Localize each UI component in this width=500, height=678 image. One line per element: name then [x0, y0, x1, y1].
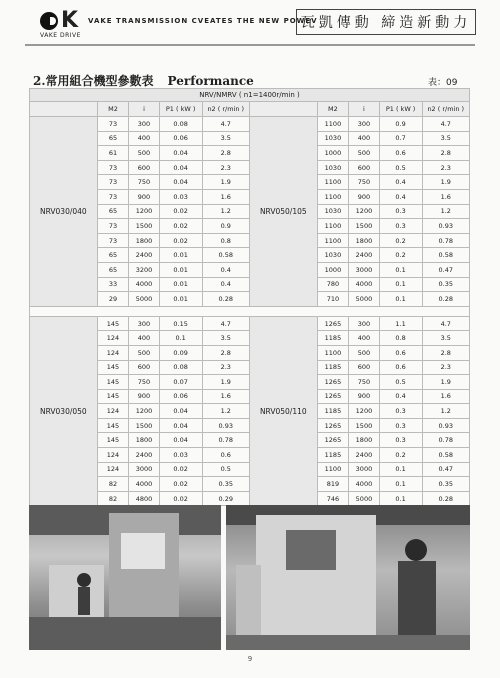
table-cell: 1100 [317, 219, 349, 234]
table-cell: 0.7 [379, 131, 422, 146]
table-cell: 0.9 [379, 117, 422, 132]
table-cell: 0.28 [422, 491, 469, 506]
table-cell: 1.9 [422, 175, 469, 190]
table-cell: 0.09 [159, 345, 202, 360]
table-cell: 2400 [349, 448, 379, 463]
table-cell: 0.08 [159, 360, 202, 375]
table-cell: 1265 [317, 418, 349, 433]
table-cell: 1200 [129, 204, 159, 219]
table-cell: 124 [97, 448, 129, 463]
table-cell: 5000 [129, 292, 159, 307]
table-cell: 1.6 [422, 389, 469, 404]
table-cell: 0.3 [379, 404, 422, 419]
table-cell: 0.04 [159, 175, 202, 190]
table-cell: 1030 [317, 131, 349, 146]
factory-photo-machining-center [29, 505, 221, 650]
table-row [30, 117, 470, 132]
table-cell: 73 [97, 233, 129, 248]
logo-letter: K [61, 8, 79, 33]
table-cell: 65 [97, 204, 129, 219]
column-header: P1 ( kW ) [159, 102, 202, 117]
table-cell: 0.1 [379, 292, 422, 307]
table-cell: 0.1 [159, 331, 202, 346]
model-name-cell: NRV050/110 [249, 316, 317, 506]
table-cell: 65 [97, 131, 129, 146]
table-cell: 746 [317, 491, 349, 506]
table-cell: 1500 [349, 418, 379, 433]
table-cell: 0.02 [159, 477, 202, 492]
table-cell: 3.5 [202, 131, 249, 146]
table-cell: 2400 [349, 248, 379, 263]
table-cell: 0.4 [379, 175, 422, 190]
table-cell: 750 [349, 175, 379, 190]
table-cell: 300 [349, 117, 379, 132]
table-title-row [30, 89, 470, 102]
table-cell: 1100 [317, 462, 349, 477]
table-cell: 600 [349, 360, 379, 375]
table-cell: 0.4 [202, 262, 249, 277]
table-cell: 0.03 [159, 448, 202, 463]
table-cell: 400 [129, 131, 159, 146]
table-cell: 900 [129, 189, 159, 204]
table-cell: 145 [97, 360, 129, 375]
table-cell: 73 [97, 219, 129, 234]
table-cell: 1500 [349, 219, 379, 234]
table-cell: 0.3 [379, 433, 422, 448]
column-header: M2 [97, 102, 129, 117]
page-header [0, 0, 500, 44]
model-name-cell: NRV030/050 [30, 316, 98, 506]
table-cell: 1265 [317, 375, 349, 390]
table-cell: 5000 [349, 292, 379, 307]
table-cell: 0.4 [202, 277, 249, 292]
table-cell: 1200 [349, 204, 379, 219]
table-cell: 0.6 [379, 345, 422, 360]
table-cell: 1185 [317, 360, 349, 375]
table-cell: 1000 [317, 146, 349, 161]
table-cell: 4.7 [422, 117, 469, 132]
column-header: n2 ( r/min ) [422, 102, 469, 117]
table-cell: 0.5 [202, 462, 249, 477]
table-cell: 0.01 [159, 292, 202, 307]
table-cell: 0.06 [159, 131, 202, 146]
table-cell: 1200 [129, 404, 159, 419]
table-cell: 710 [317, 292, 349, 307]
section-title-cn: 2.常用組合機型參數表 [33, 74, 154, 88]
table-cell: 600 [349, 160, 379, 175]
table-cell: 0.04 [159, 160, 202, 175]
table-cell: 750 [129, 375, 159, 390]
table-cell: 0.04 [159, 146, 202, 161]
table-cell: 4.7 [202, 117, 249, 132]
table-cell: 750 [129, 175, 159, 190]
table-cell: 1.2 [202, 204, 249, 219]
table-cell: 300 [349, 316, 379, 331]
table-cell: 1500 [129, 418, 159, 433]
table-cell: 0.02 [159, 462, 202, 477]
table-cell: 1265 [317, 316, 349, 331]
table-cell: 73 [97, 189, 129, 204]
table-cell: 0.1 [379, 477, 422, 492]
table-cell: 1800 [129, 233, 159, 248]
table-cell: 1.2 [422, 204, 469, 219]
table-cell: 0.3 [379, 418, 422, 433]
table-cell: 0.93 [422, 418, 469, 433]
model-name-cell: NRV050/105 [249, 117, 317, 307]
performance-table [29, 88, 470, 506]
table-cell: 300 [129, 117, 159, 132]
table-row [30, 316, 470, 331]
table-cell: 780 [317, 277, 349, 292]
table-cell: 0.6 [379, 360, 422, 375]
table-cell: 0.01 [159, 248, 202, 263]
table-cell: 1200 [349, 404, 379, 419]
table-cell: 1265 [317, 433, 349, 448]
logo-subtitle: VAKE DRIVE [40, 32, 81, 39]
table-cell: 4.7 [422, 316, 469, 331]
table-cell: 0.1 [379, 262, 422, 277]
table-cell: 500 [129, 146, 159, 161]
table-cell: 0.1 [379, 491, 422, 506]
header-tagline: VAKE TRANSMISSION CVEATES THE NEW POWEV [88, 17, 318, 25]
table-cell: 0.6 [379, 146, 422, 161]
table-cell: 0.02 [159, 219, 202, 234]
table-cell: 124 [97, 345, 129, 360]
table-cell: 1800 [129, 433, 159, 448]
table-cell: 4800 [129, 491, 159, 506]
factory-photos [29, 505, 470, 650]
table-cell: 300 [129, 316, 159, 331]
table-cell: 0.1 [379, 462, 422, 477]
table-cell: 1.9 [202, 175, 249, 190]
column-header: M2 [317, 102, 349, 117]
table-cell: 0.4 [379, 189, 422, 204]
column-header: n2 ( r/min ) [202, 102, 249, 117]
table-cell: 0.35 [422, 477, 469, 492]
table-cell: 600 [129, 160, 159, 175]
table-cell: 1100 [317, 345, 349, 360]
table-cell: 4000 [349, 477, 379, 492]
table-cell: 0.01 [159, 277, 202, 292]
table-title: NRV/NMRV ( n1=1400r/min ) [30, 89, 470, 102]
factory-photo-cnc-lathe [226, 505, 470, 650]
table-cell: 0.3 [379, 219, 422, 234]
page-number: 9 [247, 655, 253, 663]
table-cell: 0.02 [159, 204, 202, 219]
table-cell: 145 [97, 418, 129, 433]
table-cell: 1.1 [379, 316, 422, 331]
table-cell: 1265 [317, 389, 349, 404]
table-cell: 0.3 [379, 204, 422, 219]
table-cell: 33 [97, 277, 129, 292]
chinese-title-box: 瓦凱傳動 締造新動力 [296, 9, 476, 35]
table-cell: 0.07 [159, 375, 202, 390]
table-cell: 3.5 [202, 331, 249, 346]
table-cell: 0.93 [422, 219, 469, 234]
table-cell: 0.58 [422, 248, 469, 263]
table-cell: 1030 [317, 248, 349, 263]
table-cell: 0.8 [202, 233, 249, 248]
table-cell: 124 [97, 331, 129, 346]
table-cell: 0.04 [159, 404, 202, 419]
column-header: i [129, 102, 159, 117]
table-cell: 0.93 [202, 418, 249, 433]
table-cell: 1185 [317, 404, 349, 419]
table-cell: 3000 [129, 462, 159, 477]
model-header-cell [249, 102, 317, 117]
section-title-en: Performance [167, 74, 254, 88]
table-cell: 65 [97, 248, 129, 263]
table-cell: 61 [97, 146, 129, 161]
table-cell: 4000 [349, 277, 379, 292]
table-cell: 1100 [317, 233, 349, 248]
table-cell: 2.3 [422, 360, 469, 375]
table-cell: 0.04 [159, 433, 202, 448]
table-cell: 2.8 [202, 146, 249, 161]
table-cell: 900 [349, 389, 379, 404]
table-cell: 2400 [129, 248, 159, 263]
table-cell: 145 [97, 389, 129, 404]
model-name-cell: NRV030/040 [30, 117, 98, 307]
table-cell: 1030 [317, 204, 349, 219]
table-cell: 0.08 [159, 117, 202, 132]
table-cell: 145 [97, 316, 129, 331]
table-cell: 500 [349, 345, 379, 360]
table-cell: 145 [97, 433, 129, 448]
table-cell: 500 [129, 345, 159, 360]
table-cell: 0.2 [379, 233, 422, 248]
table-cell: 0.02 [159, 491, 202, 506]
table-cell: 1500 [129, 219, 159, 234]
table-cell: 2400 [129, 448, 159, 463]
table-cell: 1100 [317, 189, 349, 204]
company-logo-icon [40, 12, 58, 30]
table-cell: 1185 [317, 448, 349, 463]
table-cell: 0.1 [379, 277, 422, 292]
table-cell: 0.01 [159, 262, 202, 277]
table-cell: 0.02 [159, 233, 202, 248]
table-number: 表：09 [428, 78, 458, 88]
table-cell: 82 [97, 491, 129, 506]
table-cell: 5000 [349, 491, 379, 506]
table-cell: 0.6 [202, 448, 249, 463]
table-cell: 1800 [349, 433, 379, 448]
table-cell: 750 [349, 375, 379, 390]
model-header-cell [30, 102, 98, 117]
table-cell: 0.5 [379, 160, 422, 175]
header-divider [25, 44, 475, 46]
table-cell: 145 [97, 375, 129, 390]
table-cell: 73 [97, 160, 129, 175]
table-cell: 0.78 [422, 233, 469, 248]
table-cell: 0.2 [379, 448, 422, 463]
table-cell: 4.7 [202, 316, 249, 331]
table-cell: 0.15 [159, 316, 202, 331]
table-cell: 4000 [129, 477, 159, 492]
table-cell: 124 [97, 404, 129, 419]
table-cell: 3.5 [422, 131, 469, 146]
table-cell: 0.58 [422, 448, 469, 463]
table-cell: 2.8 [202, 345, 249, 360]
table-cell: 0.78 [202, 433, 249, 448]
column-header: P1 ( kW ) [379, 102, 422, 117]
table-cell: 0.06 [159, 389, 202, 404]
table-cell: 2.3 [202, 160, 249, 175]
table-cell: 2.3 [202, 360, 249, 375]
table-cell: 900 [349, 189, 379, 204]
table-cell: 0.5 [379, 375, 422, 390]
table-cell: 82 [97, 477, 129, 492]
table-cell: 0.29 [202, 491, 249, 506]
table-cell: 0.47 [422, 462, 469, 477]
table-cell: 1.2 [202, 404, 249, 419]
table-cell: 2.3 [422, 160, 469, 175]
table-cell: 400 [349, 131, 379, 146]
table-cell: 0.58 [202, 248, 249, 263]
table-cell: 0.35 [422, 277, 469, 292]
table-cell: 0.8 [379, 331, 422, 346]
table-cell: 0.28 [422, 292, 469, 307]
table-cell: 0.9 [202, 219, 249, 234]
table-cell: 1030 [317, 160, 349, 175]
table-cell: 3000 [349, 262, 379, 277]
table-cell: 600 [129, 360, 159, 375]
table-cell: 73 [97, 175, 129, 190]
table-cell: 1.9 [422, 375, 469, 390]
table-cell: 0.2 [379, 248, 422, 263]
table-cell: 1185 [317, 331, 349, 346]
table-cell: 3200 [129, 262, 159, 277]
table-cell: 73 [97, 117, 129, 132]
table-cell: 0.4 [379, 389, 422, 404]
table-cell: 0.04 [159, 418, 202, 433]
separator-cell [30, 306, 470, 316]
column-header: i [349, 102, 379, 117]
table-cell: 2.8 [422, 345, 469, 360]
table-cell: 0.28 [202, 292, 249, 307]
table-cell: 1.9 [202, 375, 249, 390]
table-cell: 1000 [317, 262, 349, 277]
table-cell: 124 [97, 462, 129, 477]
table-cell: 1100 [317, 117, 349, 132]
table-cell: 0.03 [159, 189, 202, 204]
table-cell: 3.5 [422, 331, 469, 346]
group-separator [30, 306, 470, 316]
table-cell: 819 [317, 477, 349, 492]
table-cell: 3000 [349, 462, 379, 477]
table-cell: 0.35 [202, 477, 249, 492]
table-cell: 1.6 [202, 389, 249, 404]
table-cell: 4000 [129, 277, 159, 292]
table-cell: 400 [129, 331, 159, 346]
table-cell: 1.6 [422, 189, 469, 204]
table-cell: 29 [97, 292, 129, 307]
table-cell: 900 [129, 389, 159, 404]
table-cell: 500 [349, 146, 379, 161]
table-cell: 0.47 [422, 262, 469, 277]
section-title [33, 72, 254, 89]
table-cell: 400 [349, 331, 379, 346]
table-cell: 0.78 [422, 433, 469, 448]
table-header-row [30, 102, 470, 117]
table-cell: 2.8 [422, 146, 469, 161]
table-cell: 1800 [349, 233, 379, 248]
table-cell: 65 [97, 262, 129, 277]
table-cell: 1.6 [202, 189, 249, 204]
table-cell: 1.2 [422, 404, 469, 419]
table-cell: 1100 [317, 175, 349, 190]
